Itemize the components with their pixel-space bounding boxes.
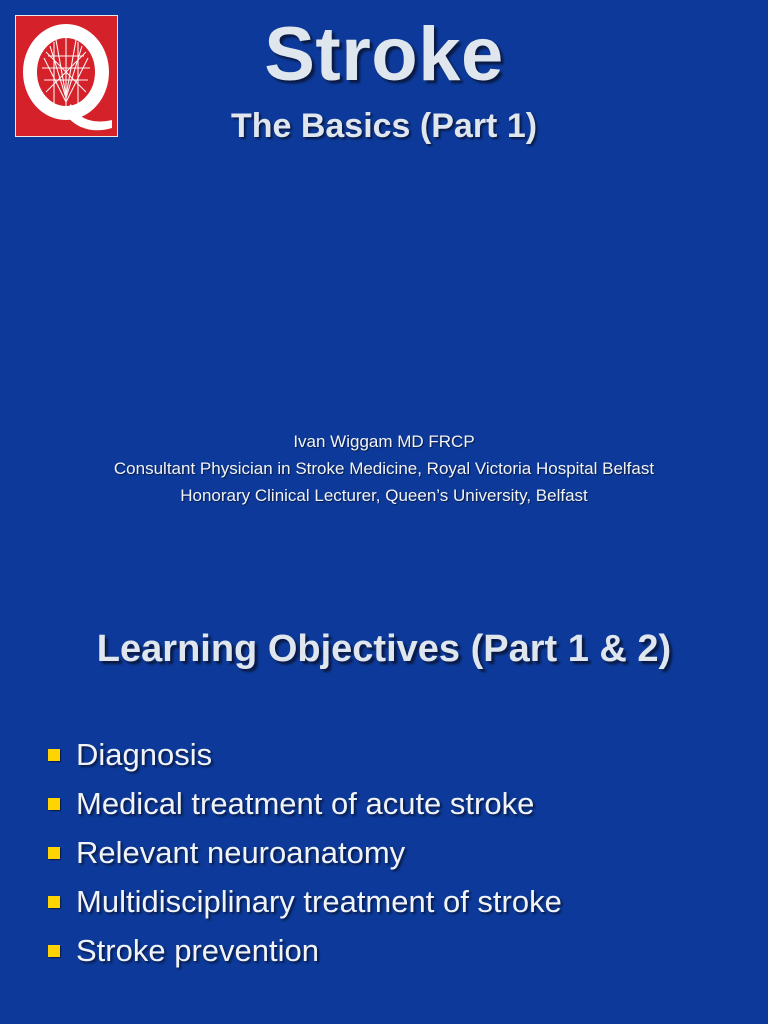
learning-objectives-slide (0, 580, 768, 1024)
list-item-text: Diagnosis (76, 736, 213, 772)
list-item (48, 779, 562, 828)
author-position-1: Consultant Physician in Stroke Medicine, Royal Victoria Hospital Belfast (113, 459, 655, 478)
list-item (48, 730, 562, 779)
learning-objectives-heading: Learning Objectives (Part 1 & 2) (96, 628, 672, 670)
slide-subtitle: The Basics (Part 1) (230, 107, 538, 145)
author-name: Ivan Wiggam MD FRCP (293, 432, 475, 451)
list-item-text: Relevant neuroanatomy (76, 834, 406, 870)
list-item (48, 828, 562, 877)
square-bullet-icon (48, 847, 60, 859)
square-bullet-icon (48, 798, 60, 810)
list-item-text: Multidisciplinary treatment of stroke (76, 883, 562, 919)
objectives-list (48, 730, 562, 975)
square-bullet-icon (48, 945, 60, 957)
square-bullet-icon (48, 749, 60, 761)
square-bullet-icon (48, 896, 60, 908)
slide-title: Stroke (264, 12, 504, 97)
list-item-text: Medical treatment of acute stroke (76, 785, 535, 821)
author-position-2: Honorary Clinical Lecturer, Queen’s University, Belfast (180, 486, 588, 505)
list-item (48, 877, 562, 926)
list-item-text: Stroke prevention (76, 932, 319, 968)
author-block (0, 428, 768, 509)
list-item (48, 926, 562, 975)
